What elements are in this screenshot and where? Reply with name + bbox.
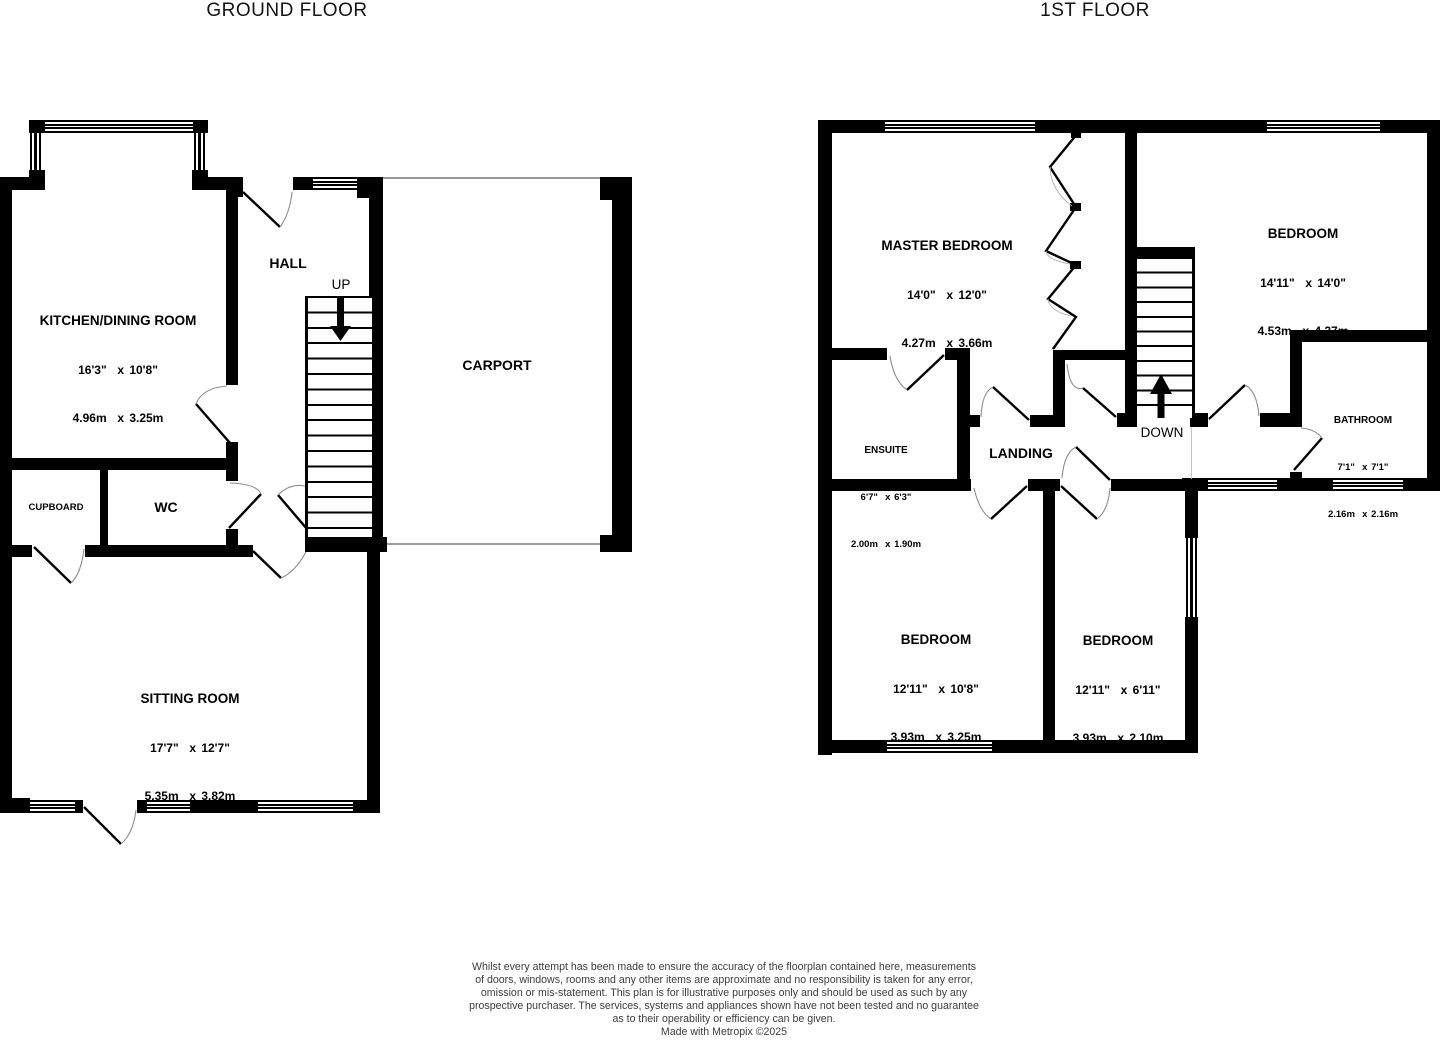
carport-open-edge	[383, 177, 600, 179]
door-arc	[981, 387, 993, 417]
disclaimer-credit: Made with Metropix ©2025	[660, 1025, 788, 1038]
wall	[1125, 247, 1195, 257]
wall	[818, 740, 887, 753]
room-name: BATHROOM	[1333, 415, 1393, 426]
stairs-down-label: DOWN	[1140, 425, 1184, 440]
door-arc	[71, 549, 84, 583]
door-arc	[121, 810, 136, 844]
door-arc	[230, 483, 261, 494]
bay-window-front	[45, 120, 193, 133]
bedroom-left-door-leaf	[991, 486, 1027, 519]
door-arc	[280, 192, 292, 227]
door-arc	[1062, 447, 1076, 478]
wall	[1185, 617, 1198, 753]
room-name: BEDROOM	[1082, 633, 1154, 648]
room-dim-metric: 2.16m x 2.16m	[1327, 509, 1399, 520]
disclaimer-text	[0, 961, 1448, 1038]
wall	[226, 470, 238, 481]
room-name: SITTING ROOM	[140, 691, 240, 706]
room-label-master-bedroom	[881, 202, 1012, 385]
bathroom-door-leaf	[1294, 438, 1322, 470]
stair-arrows	[330, 298, 1172, 418]
room-label-sitting-room	[141, 655, 240, 838]
wall	[353, 800, 380, 813]
room-label-bedroom-small	[1073, 597, 1164, 780]
door-arc	[281, 552, 306, 578]
room-boundary-line	[1191, 427, 1192, 479]
door-arc	[1046, 251, 1070, 264]
ground-floor-title: GROUND FLOOR	[206, 0, 368, 21]
room-label-ensuite	[851, 409, 921, 586]
wall	[75, 800, 83, 813]
room-dim-metric: 5.35m x 3.82m	[144, 789, 236, 803]
wall	[1125, 257, 1137, 415]
disclaimer-line: as to their operability or efficiency can be given.	[612, 1012, 836, 1025]
wall	[1071, 131, 1081, 138]
wall	[226, 190, 238, 385]
wall	[1053, 350, 1065, 427]
wall	[1427, 120, 1440, 491]
room-dim-imperial: 14'11" x 14'0"	[1260, 276, 1346, 290]
wall	[1185, 491, 1198, 538]
room-dim-metric: 3.93m x 2.10m	[1072, 731, 1164, 745]
wall	[600, 535, 632, 552]
sitting-room-window	[258, 800, 353, 813]
door-arc	[1067, 364, 1083, 389]
staircase-up	[305, 296, 372, 537]
hall-window	[313, 177, 357, 190]
wall	[1290, 472, 1302, 479]
wall	[0, 177, 12, 813]
bedroom-small-door-leaf	[1061, 486, 1097, 519]
room-label-cupboard: CUPBOARD	[28, 502, 84, 513]
disclaimer-line: of doors, windows, rooms and any other items are approximate and no responsibility is taken for any error,	[475, 973, 973, 986]
wall	[612, 177, 632, 552]
disclaimer-line: Whilst every attempt has been made to ensure the accuracy of the floorplan contained here, measurements	[471, 961, 977, 973]
room-label-kitchen	[40, 277, 197, 460]
wall	[0, 545, 32, 557]
stair-lobby-door-leaf	[1083, 388, 1116, 417]
wall	[1182, 478, 1208, 491]
wall	[1277, 478, 1333, 491]
wall	[1125, 133, 1137, 247]
room-dim-imperial: 6'7" x 6'3"	[860, 492, 912, 503]
room-dim-metric: 2.00m x 1.90m	[850, 539, 922, 550]
hall-door-leaf	[278, 495, 307, 529]
door-arc	[278, 485, 305, 495]
first-floor-title: 1ST FLOOR	[1040, 0, 1150, 21]
wall	[1028, 479, 1060, 491]
wall	[1070, 203, 1081, 211]
room-name: BEDROOM	[900, 632, 972, 647]
door-arc	[1050, 167, 1072, 206]
door-arc	[974, 488, 991, 519]
room-dim-imperial: 12'11" x 6'11"	[1075, 683, 1161, 697]
kitchen-door-leaf	[196, 404, 230, 443]
folding-door-zigzag	[1046, 134, 1077, 349]
door-arc	[1245, 385, 1259, 416]
disclaimer-line: prospective purchaser. The services, systems and appliances shown have not been tested and no guarantee	[469, 999, 979, 1012]
disclaimer-line: omission or mis-statement. This plan is for illustrative purposes only and should be used as such by any	[480, 986, 968, 999]
wall	[818, 120, 832, 755]
wall	[1117, 413, 1137, 427]
wall	[1260, 413, 1302, 427]
room-label-landing: LANDING	[989, 445, 1053, 461]
room-dim-imperial: 12'11" x 10'8"	[893, 682, 979, 696]
wall	[957, 415, 980, 427]
garden-door-leaf	[84, 807, 121, 844]
room-dim-metric: 4.53m x 4.27m	[1257, 324, 1349, 338]
room-dim-metric: 4.96m x 3.25m	[72, 411, 164, 425]
bedroom-window	[1267, 120, 1380, 133]
sitting-room-window	[30, 800, 75, 813]
zigzag-arcs	[1046, 167, 1072, 316]
master-door-leaf	[993, 387, 1029, 420]
room-name: ENSUITE	[864, 445, 908, 456]
room-name: MASTER BEDROOM	[881, 238, 1013, 253]
room-label-bedroom-right	[1258, 190, 1349, 373]
wall	[193, 120, 208, 133]
master-bedroom-window	[885, 120, 1035, 133]
bedroom-side-window	[1186, 538, 1197, 617]
wall	[1053, 350, 1137, 360]
room-dim-metric: 4.27m x 3.66m	[901, 336, 993, 350]
door-arc	[196, 386, 227, 404]
carport-open-edge	[383, 543, 600, 545]
room-dim-imperial: 14'0" x 12'0"	[907, 288, 987, 302]
room-label-wc: WC	[154, 499, 178, 515]
wall	[818, 348, 887, 360]
bay-window-left	[30, 133, 41, 172]
room-name: BEDROOM	[1267, 226, 1339, 241]
wc-door-leaf	[229, 494, 261, 528]
room-dim-imperial: 16'3" x 10'8"	[78, 363, 158, 377]
stairs-up-label: UP	[331, 277, 351, 292]
room-dim-imperial: 7'1" x 7'1"	[1337, 462, 1389, 473]
bay-window-right	[194, 133, 205, 172]
wall	[367, 552, 380, 813]
wall	[1035, 120, 1267, 133]
room-label-bedroom-left	[891, 596, 982, 779]
wall	[100, 470, 108, 545]
door-arc	[1048, 299, 1071, 316]
room-label-carport: CARPORT	[462, 357, 532, 373]
room-label-bathroom	[1328, 379, 1398, 556]
door-arc	[1097, 488, 1110, 519]
wall	[29, 120, 45, 133]
wall	[0, 798, 30, 813]
cupboard-door-leaf	[34, 547, 71, 583]
sitting-room-door-leaf	[253, 551, 281, 578]
wall	[293, 177, 313, 190]
staircase-down	[1137, 257, 1195, 418]
wall	[1111, 479, 1190, 491]
wall	[1043, 491, 1055, 740]
wall	[85, 545, 253, 557]
room-label-hall: HALL	[269, 255, 307, 271]
wall	[305, 537, 387, 552]
room-dim-imperial: 17'7" x 12'7"	[150, 741, 230, 755]
bedroom-door-leaf	[1209, 385, 1245, 419]
landing-window	[1208, 478, 1277, 491]
front-door-leaf	[243, 192, 280, 227]
room-dim-metric: 3.93m x 3.25m	[890, 730, 982, 744]
wall	[1403, 478, 1440, 491]
wall	[226, 529, 238, 545]
room-name: KITCHEN/DINING ROOM	[39, 313, 197, 328]
door-arc	[1301, 428, 1322, 438]
wall	[1070, 261, 1081, 269]
landing-door-leaf	[1076, 447, 1110, 480]
